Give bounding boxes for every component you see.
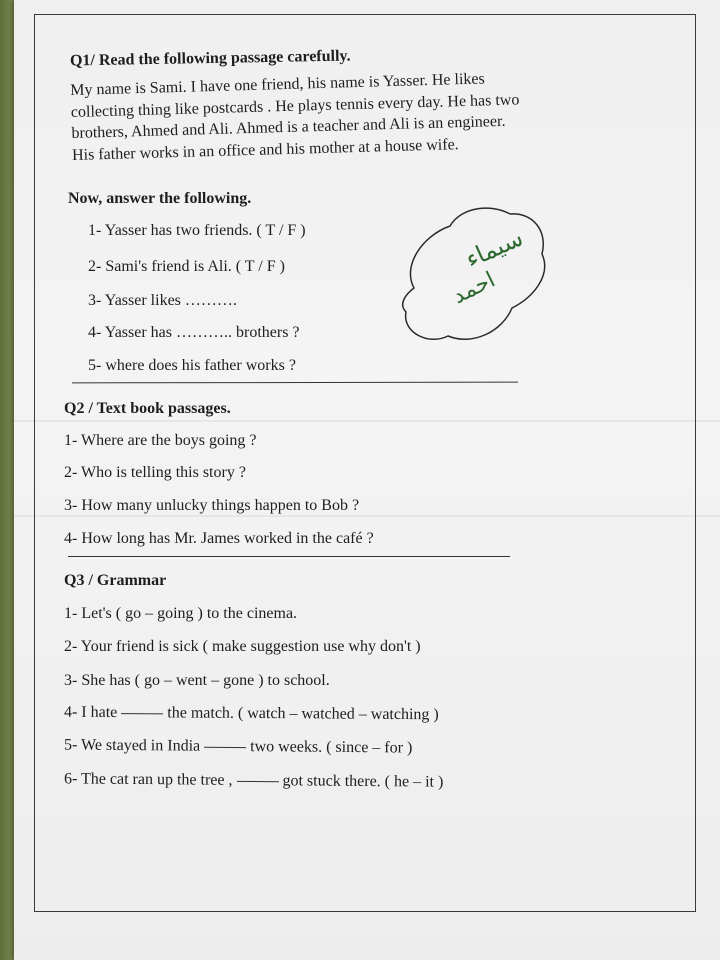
- q3-gap-item: [64, 704, 439, 725]
- q3-title: Q3 / Grammar: [64, 572, 167, 589]
- passage-line: His father works in an office and his mother at a house wife.: [71, 135, 459, 164]
- q1-item: 1- Yasser has two friends. ( T / F ): [88, 222, 306, 239]
- q3-gap-item: [64, 736, 412, 757]
- q1-passage: [70, 65, 612, 166]
- q1-instruction: Now, answer the following.: [68, 190, 252, 207]
- q1-item: 5- where does his father works ?: [88, 357, 296, 374]
- q1-title: Q1/ Read the following passage carefully.: [69, 47, 351, 70]
- q2-item: 3- How many unlucky things happen to Bob ?: [64, 497, 360, 514]
- q3-gap-item: [64, 770, 444, 791]
- answer-blank: [204, 747, 246, 748]
- q3-item: 2- Your friend is sick ( make suggestion use why don't ): [64, 638, 421, 655]
- q3-item: 1- Let's ( go – going ) to the cinema.: [64, 605, 298, 622]
- answer-blank: [121, 713, 163, 714]
- answer-blank: [237, 781, 279, 782]
- q2-title: Q2 / Text book passages.: [64, 400, 231, 417]
- handwritten-stamp: [392, 196, 552, 356]
- gap-after: got stuck there. ( he – it ): [282, 772, 444, 791]
- passage-line: My name is Sami. I have one friend, his name is Yasser. He likes: [70, 70, 485, 99]
- exam-sheet: [14, 0, 720, 960]
- q2-item: 2- Who is telling this story ?: [64, 464, 246, 481]
- q1-item: 4- Yasser has ……….. brothers ?: [88, 324, 300, 341]
- gap-before: 5- We stayed in India: [63, 736, 201, 755]
- q3-item: 3- She has ( go – went – gone ) to school.: [64, 672, 330, 689]
- passage-line: collecting thing like postcards . He plays tennis every day. He has two: [70, 90, 520, 121]
- q1-item: 2- Sami's friend is Ali. ( T / F ): [88, 258, 285, 275]
- section-divider: [68, 556, 510, 557]
- stamp-text: سيماء: [461, 223, 528, 274]
- q1-item: 3- Yasser likes ……….: [88, 292, 237, 309]
- gap-before: 4- I hate: [63, 703, 118, 722]
- gap-after: two weeks. ( since – for ): [250, 738, 413, 757]
- gap-before: 6- The cat ran up the tree ,: [63, 770, 233, 789]
- stamp-text: احمد: [448, 267, 500, 310]
- gap-after: the match. ( watch – watched – watching ): [167, 704, 439, 724]
- passage-line: brothers, Ahmed and Ali. Ahmed is a teacher and Ali is an engineer.: [71, 112, 506, 142]
- q2-item: 4- How long has Mr. James worked in the café ?: [64, 530, 374, 547]
- q2-item: 1- Where are the boys going ?: [64, 432, 257, 449]
